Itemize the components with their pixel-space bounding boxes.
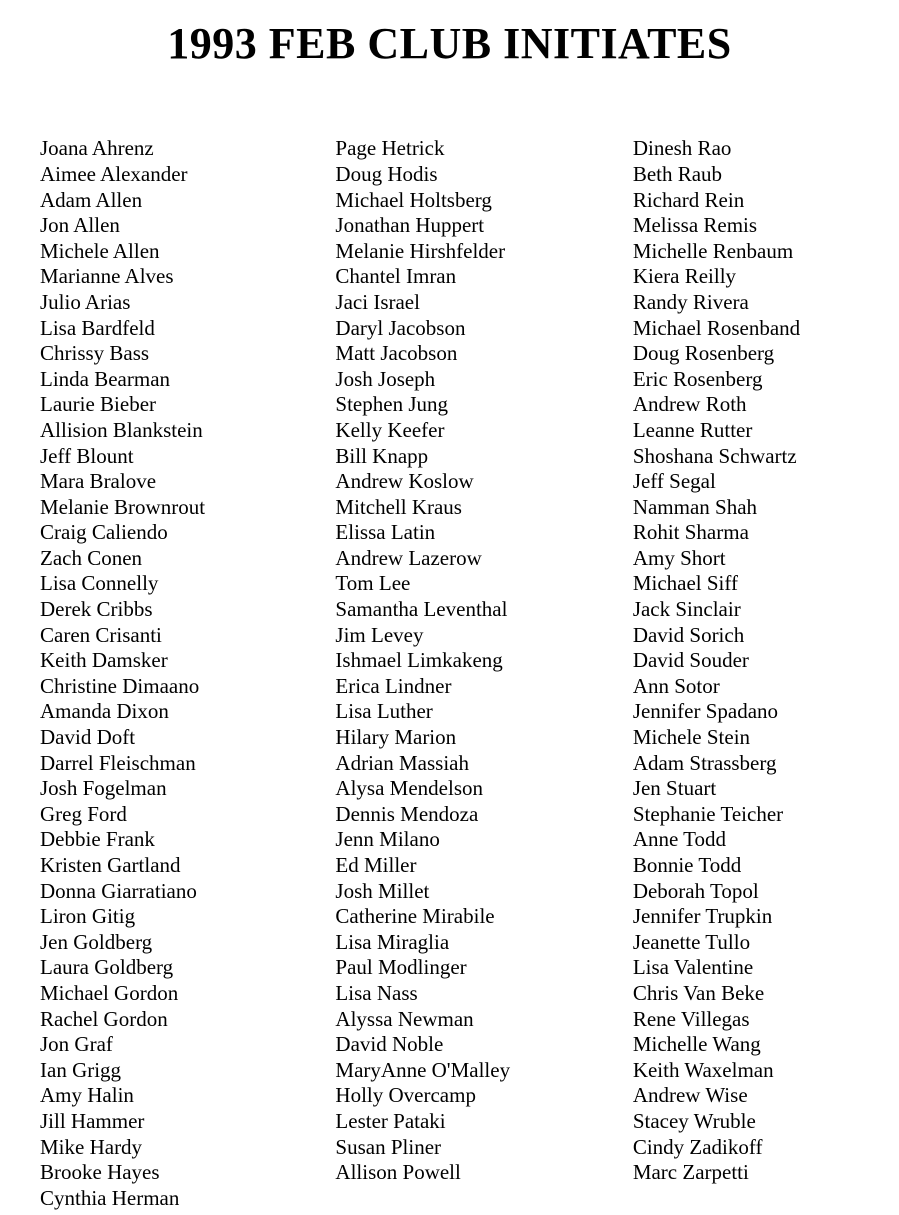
name-columns [0, 136, 899, 1211]
list-item: Debbie Frank [40, 827, 155, 852]
list-item: Cynthia Herman [40, 1185, 180, 1210]
list-item: Marc Zarpetti [632, 1160, 749, 1185]
list-item: Julio Arias [40, 289, 131, 314]
list-item: Shoshana Schwartz [632, 443, 797, 468]
list-item: Jill Hammer [40, 1108, 145, 1133]
list-item: Rohit Sharma [632, 520, 749, 545]
list-item: Michele Stein [632, 725, 751, 750]
list-item: Erica Lindner [335, 673, 452, 698]
list-item: Andrew Wise [632, 1083, 748, 1108]
list-item: Allision Blankstein [40, 417, 203, 442]
list-item: Holly Overcamp [335, 1083, 476, 1108]
list-item: Catherine Mirabile [335, 904, 495, 929]
list-item: Amy Short [632, 545, 726, 570]
list-item: Jim Levey [335, 622, 424, 647]
list-item: Cindy Zadikoff [632, 1134, 763, 1159]
list-item: Beth Raub [632, 161, 723, 186]
list-item: Lisa Valentine [632, 955, 754, 980]
list-item: Christine Dimaano [40, 673, 200, 698]
list-item: Anne Todd [632, 827, 727, 852]
list-item: Joana Ahrenz [40, 136, 154, 161]
name-column-2 [335, 136, 632, 1185]
list-item: Chrissy Bass [40, 341, 150, 366]
list-item: Keith Damsker [40, 648, 168, 673]
list-item: Ed Miller [335, 853, 417, 878]
list-item: Chris Van Beke [632, 980, 765, 1005]
list-item: Andrew Roth [632, 392, 747, 417]
list-item: Leanne Rutter [632, 417, 753, 442]
list-item: Lisa Miraglia [335, 929, 450, 954]
list-item: Adrian Massiah [335, 750, 469, 775]
list-item: Chantel Imran [335, 264, 457, 289]
list-item: Tom Lee [335, 571, 411, 596]
list-item: Deborah Topol [632, 878, 759, 903]
list-item: Matt Jacobson [335, 341, 458, 366]
list-item: Laurie Bieber [40, 392, 157, 417]
list-item: Stacey Wruble [632, 1108, 756, 1133]
list-item: Greg Ford [40, 801, 127, 826]
list-item: Daryl Jacobson [335, 315, 466, 340]
list-item: Caren Crisanti [40, 622, 162, 647]
list-item: Allison Powell [335, 1160, 461, 1185]
list-item: Jeff Segal [632, 469, 716, 494]
list-item: Zach Conen [40, 545, 143, 570]
list-item: Jeff Blount [40, 443, 134, 468]
list-item: Samantha Leventhal [335, 597, 508, 622]
list-item: Darrel Fleischman [40, 750, 196, 775]
list-item: Jon Allen [40, 213, 120, 238]
list-item: Melanie Hirshfelder [335, 238, 506, 263]
list-item: Liron Gitig [40, 904, 136, 929]
list-item: Alysa Mendelson [335, 776, 483, 801]
list-item: Josh Millet [335, 878, 430, 903]
list-item: David Doft [40, 725, 136, 750]
list-item: Aimee Alexander [40, 161, 188, 186]
list-item: Susan Pliner [335, 1134, 442, 1159]
list-item: Jen Stuart [632, 776, 717, 801]
list-item: Mike Hardy [40, 1134, 143, 1159]
name-column-3 [633, 136, 879, 1185]
list-item: Jaci Israel [335, 289, 420, 314]
list-item: Alyssa Newman [335, 1006, 474, 1031]
list-item: Randy Rivera [632, 289, 749, 314]
list-item: Michael Rosenband [632, 315, 801, 340]
list-item: Ann Sotor [632, 673, 720, 698]
list-item: Rene Villegas [632, 1006, 750, 1031]
list-item: Jack Sinclair [632, 597, 741, 622]
list-item: David Souder [632, 648, 749, 673]
list-item: Elissa Latin [335, 520, 436, 545]
list-item: Donna Giarratiano [40, 878, 197, 903]
list-item: Lisa Luther [335, 699, 433, 724]
list-item: Hilary Marion [335, 725, 457, 750]
list-item: Derek Cribbs [40, 597, 153, 622]
list-item: Michael Siff [632, 571, 738, 596]
list-item: Brooke Hayes [40, 1160, 160, 1185]
list-item: Richard Rein [632, 187, 745, 212]
list-item: Amanda Dixon [40, 699, 169, 724]
list-item: Rachel Gordon [40, 1006, 168, 1031]
list-item: Kiera Reilly [632, 264, 737, 289]
list-item: Kelly Keefer [335, 417, 445, 442]
list-item: David Sorich [632, 622, 745, 647]
list-item: Michele Allen [40, 238, 160, 263]
list-item: Lisa Bardfeld [40, 315, 155, 340]
list-item: Josh Fogelman [40, 776, 167, 801]
name-column-1 [40, 136, 335, 1211]
list-item: Page Hetrick [335, 136, 445, 161]
list-item: Andrew Lazerow [335, 545, 482, 570]
list-item: David Noble [335, 1032, 444, 1057]
list-item: Lisa Connelly [40, 571, 159, 596]
list-item: Laura Goldberg [40, 955, 174, 980]
list-item: Bill Knapp [335, 443, 429, 468]
list-item: Melissa Remis [632, 213, 758, 238]
list-item: Bonnie Todd [632, 853, 742, 878]
list-item: Keith Waxelman [632, 1057, 774, 1082]
list-item: Adam Strassberg [632, 750, 777, 775]
list-item: Lester Pataki [335, 1108, 446, 1133]
list-item: Michelle Wang [632, 1032, 761, 1057]
list-item: Linda Bearman [40, 366, 171, 391]
list-item: MaryAnne O'Malley [335, 1057, 511, 1082]
list-item: Mitchell Kraus [335, 494, 462, 519]
list-item: Michelle Renbaum [632, 238, 794, 263]
list-item: Namman Shah [632, 494, 758, 519]
list-item: Jeanette Tullo [632, 929, 751, 954]
list-item: Lisa Nass [335, 980, 418, 1005]
list-item: Doug Rosenberg [632, 341, 775, 366]
list-item: Stephen Jung [335, 392, 448, 417]
page-title: 1993 FEB CLUB INITIATES [167, 19, 732, 68]
list-item: Josh Joseph [335, 366, 436, 391]
list-item: Jennifer Spadano [632, 699, 779, 724]
list-item: Marianne Alves [40, 264, 174, 289]
list-item: Dennis Mendoza [335, 801, 479, 826]
list-item: Melanie Brownrout [40, 494, 206, 519]
list-item: Jennifer Trupkin [632, 904, 773, 929]
list-item: Adam Allen [40, 187, 143, 212]
list-item: Mara Bralove [40, 469, 157, 494]
list-item: Jon Graf [40, 1032, 113, 1057]
list-item: Stephanie Teicher [632, 801, 784, 826]
list-item: Andrew Koslow [335, 469, 474, 494]
list-item: Michael Gordon [40, 980, 179, 1005]
list-item: Paul Modlinger [335, 955, 467, 980]
list-item: Kristen Gartland [40, 853, 181, 878]
list-item: Doug Hodis [335, 161, 438, 186]
list-item: Michael Holtsberg [335, 187, 492, 212]
list-item: Ian Grigg [40, 1057, 122, 1082]
list-item: Eric Rosenberg [632, 366, 763, 391]
list-item: Jen Goldberg [40, 929, 153, 954]
list-item: Amy Halin [40, 1083, 134, 1108]
list-item: Craig Caliendo [40, 520, 168, 545]
list-item: Ishmael Limkakeng [335, 648, 503, 673]
list-item: Jenn Milano [335, 827, 440, 852]
list-item: Jonathan Huppert [335, 213, 485, 238]
list-item: Dinesh Rao [632, 136, 732, 161]
